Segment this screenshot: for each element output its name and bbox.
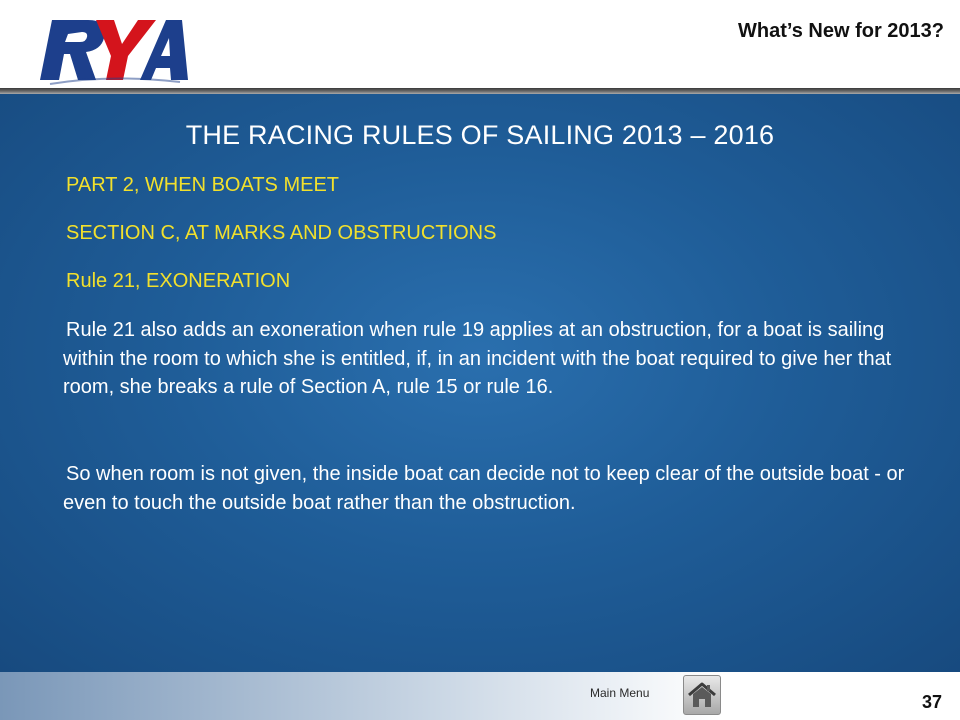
page-number: 37 [921, 692, 942, 712]
paragraph-exoneration: Rule 21 also adds an exoneration when rule 19 applies at an obstruction, for a boat is sailing within the room to which she is entitled, if, in an incident with the boat required to give her that room, she breaks a rule of Section A, rule 15 or rule 16. [63, 319, 892, 398]
header [0, 0, 960, 92]
section-heading: SECTION C, AT MARKS AND OBSTRUCTIONS [66, 222, 497, 244]
slide-body [0, 94, 960, 672]
rule-heading: Rule 21, EXONERATION [66, 270, 291, 292]
footer [0, 672, 960, 720]
home-icon [687, 680, 717, 710]
home-button[interactable] [683, 675, 721, 715]
main-menu-link[interactable]: Main Menu [590, 686, 650, 700]
header-title: What’s New for 2013? [738, 20, 944, 42]
part-heading: PART 2, WHEN BOATS MEET [66, 174, 340, 196]
paragraph-room-not-given: So when room is not given, the inside boat can decide not to keep clear of the outside boat - or even to touch the outside boat rather than the obstruction. [63, 463, 905, 514]
rya-logo [30, 10, 190, 88]
slide-title: THE RACING RULES OF SAILING 2013 – 2016 [185, 120, 775, 150]
